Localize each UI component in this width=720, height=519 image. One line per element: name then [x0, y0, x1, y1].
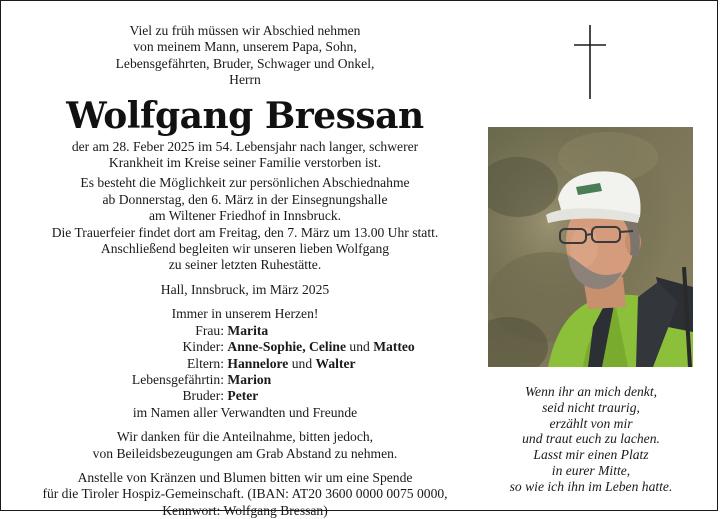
family-role: Lebensgefährtin:: [131, 371, 224, 387]
cross-icon: [573, 25, 607, 99]
family-row-children: [19, 339, 471, 355]
farewell-line: zu seiner letzten Ruhestätte.: [168, 257, 322, 273]
farewell-line: ab Donnerstag, den 6. März in der Einsegnungshalle: [102, 191, 388, 207]
farewell-line: Die Trauerfeier findet dort am Freitag, den 7. März um 13.00 Uhr statt.: [51, 224, 439, 240]
farewell-line: Es besteht die Möglichkeit zur persönlichen Abschiednahme: [80, 175, 410, 191]
family-member: Marita: [227, 322, 269, 338]
family-member: Anne-Sophie,: [227, 339, 306, 355]
death-notice: [19, 139, 471, 172]
poem-line: so wie ich ihn im Leben hatte.: [509, 478, 673, 494]
family-row-parents: [19, 356, 471, 372]
obituary-text: [19, 23, 471, 519]
family-member: Peter: [227, 388, 259, 404]
family-row-wife: [19, 323, 471, 339]
poem-line: Wenn ihr an mich denkt,: [524, 384, 657, 399]
conjunction: und: [349, 339, 370, 355]
poem-line: in eurer Mitte,: [551, 462, 631, 478]
family-member: Matteo: [373, 339, 415, 355]
intro: [19, 23, 471, 89]
poem-line: seid nicht traurig,: [542, 399, 640, 415]
family-member: Marion: [227, 371, 272, 387]
family-member: Walter: [315, 355, 356, 371]
family-member: Hannelore: [227, 355, 289, 371]
family-member: Celine: [309, 339, 346, 355]
donation-line: für die Tiroler Hospiz-Gemeinschaft. (IBAN: AT20 3600 0000 0075 0000,: [42, 486, 448, 502]
heart-line: Immer in unserem Herzen!: [171, 306, 319, 322]
portrait-photo: [488, 127, 693, 367]
family-role: Bruder:: [182, 388, 224, 404]
donation-line: Kennwort: Wolfgang Bressan): [162, 502, 328, 518]
death-notice-line: der am 28. Feber 2025 im 54. Lebensjahr nach langer, schwerer: [71, 138, 419, 154]
thanks-line: Wir danken für die Anteilnahme, bitten jedoch,: [116, 429, 374, 445]
farewell-info: [19, 175, 471, 273]
poem-line: Lasst mir einen Platz: [533, 447, 649, 463]
family-role: Kinder:: [182, 339, 224, 355]
farewell-line: am Wiltener Friedhof in Innsbruck.: [148, 208, 342, 224]
thanks-line: von Beileidsbezeugungen am Grab Abstand zu nehmen.: [92, 445, 398, 461]
poem-line: erzählt von mir: [549, 415, 633, 431]
farewell-line: Anschließend begleiten wir unseren lieben Wolfgang: [100, 241, 390, 257]
deceased-name: Wolfgang Bressan: [66, 94, 424, 137]
death-notice-line: Krankheit im Kreise seiner Familie verstorben ist.: [108, 155, 382, 171]
donation-line: Anstelle von Kränzen und Blumen bitten wir um eine Spende: [77, 469, 413, 485]
conjunction: und: [291, 355, 313, 371]
place-date: Hall, Innsbruck, im März 2025: [160, 281, 330, 297]
intro-line: Viel zu früh müssen wir Abschied nehmen: [129, 23, 361, 38]
intro-line: Herrn: [229, 72, 261, 88]
donation-request: [19, 470, 471, 519]
intro-line: von meinem Mann, unserem Papa, Sohn,: [133, 39, 357, 55]
family-list: [19, 323, 471, 405]
thanks: [19, 429, 471, 462]
poem-line: und traut euch zu lachen.: [522, 431, 660, 447]
family-role: Eltern:: [187, 355, 224, 371]
poem: [487, 384, 695, 495]
family-row-partner: [19, 372, 471, 388]
intro-line: Lebensgefährten, Bruder, Schwager und Onkel,: [115, 55, 375, 71]
family-row-brother: [19, 388, 471, 404]
family-role: Frau:: [195, 322, 224, 338]
relatives-line: im Namen aller Verwandten und Freunde: [132, 404, 358, 420]
